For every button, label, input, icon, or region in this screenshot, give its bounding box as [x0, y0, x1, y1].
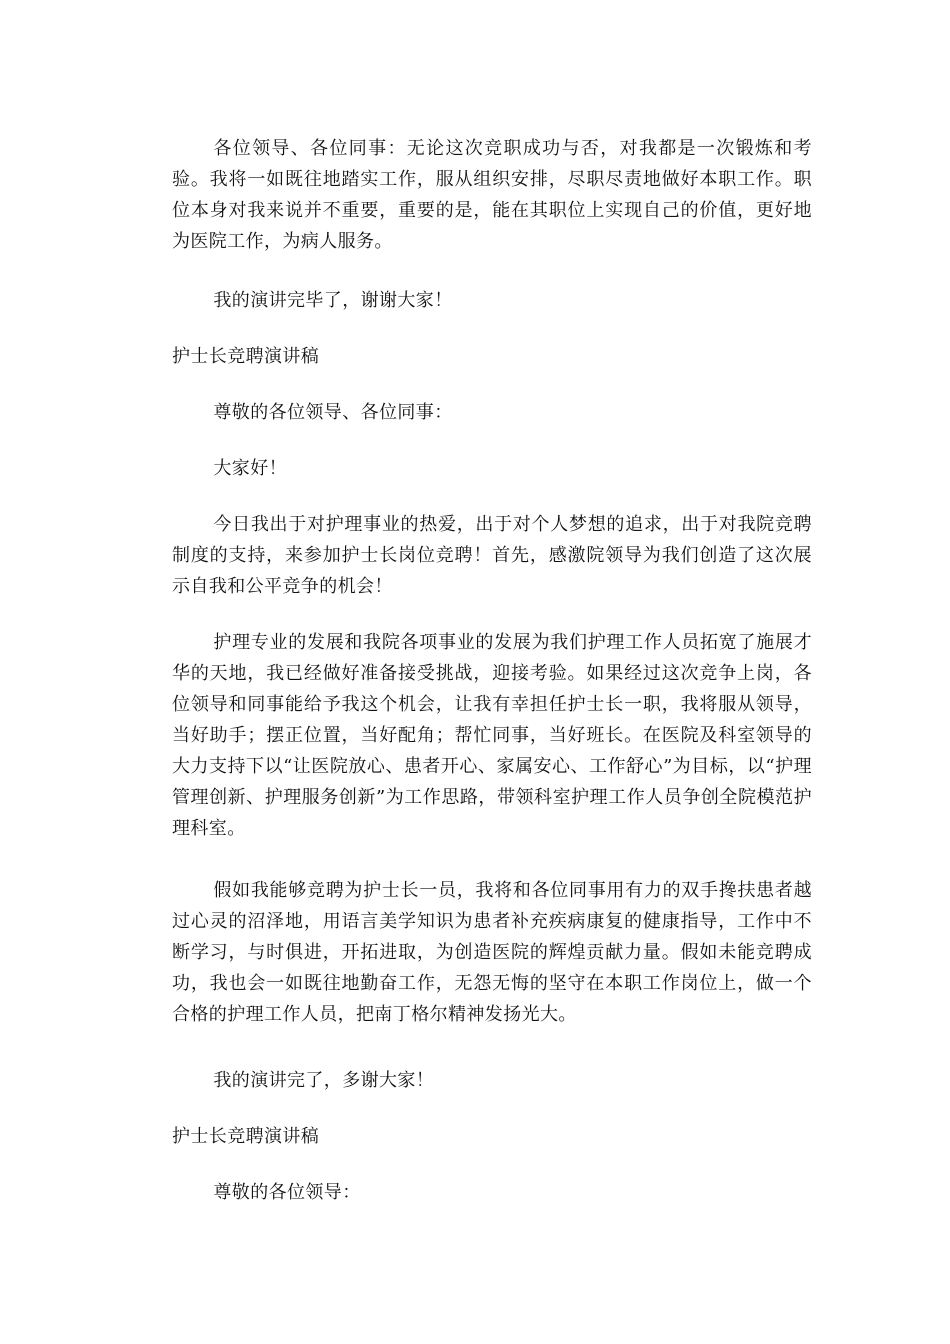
paragraph-thanks-1: 我的演讲完毕了，谢谢大家！ [213, 290, 453, 311]
paragraph-intro: 今日我出于对护理事业的热爱，出于对个人梦想的追求，出于对我院竞聘制度的支持，来参加护士长岗位竞聘！首先，感激院领导为我们创造了这次展示自我和公平竞争的机会！ [172, 514, 812, 597]
paragraph-salutation-2: 尊敬的各位领导： [213, 1182, 361, 1203]
section-title-2: 护士长竞聘演讲稿 [172, 1126, 320, 1147]
paragraph-commitment: 假如我能够竞聘为护士长一员，我将和各位同事用有力的双手搀扶患者越过心灵的沼泽地，用语言美学知识为患者补充疾病康复的健康指导，工作中不断学习，与时俱进，开拓进取，为创造医院的辉煌贡献力量。假如未能竞聘成功，我也会一如既往地勤奋工作，无怨无悔的坚守在本职工作岗位上，做一个合格的护理工作人员，把南丁格尔精神发扬光大。 [172, 880, 812, 1025]
paragraph-greeting: 大家好！ [213, 458, 287, 479]
paragraph-thanks-2: 我的演讲完了，多谢大家！ [213, 1070, 435, 1091]
section-title-1: 护士长竞聘演讲稿 [172, 346, 320, 367]
paragraph-closing-statement: 各位领导、各位同事：无论这次竞职成功与否，对我都是一次锻炼和考验。我将一如既往地踏实工作，服从组织安排，尽职尽责地做好本职工作。职位本身对我来说并不重要，重要的是，能在其职位上实现自己的价值，更好地为医院工作，为病人服务。 [172, 138, 812, 252]
paragraph-salutation-1: 尊敬的各位领导、各位同事： [213, 402, 453, 423]
paragraph-plan: 护理专业的发展和我院各项事业的发展为我们护理工作人员拓宽了施展才华的天地，我已经做好准备接受挑战，迎接考验。如果经过这次竞争上岗，各位领导和同事能给予我这个机会，让我有幸担任护士长一职，我将服从领导，当好助手；摆正位置，当好配角；帮忙同事，当好班长。在医院及科室领导的大力支持下以“让医院放心、患者开心、家属安心、工作舒心”为目标，以“护理管理创新、护理服务创新”为工作思路，带领科室护理工作人员争创全院模范护理科室。 [172, 632, 812, 839]
